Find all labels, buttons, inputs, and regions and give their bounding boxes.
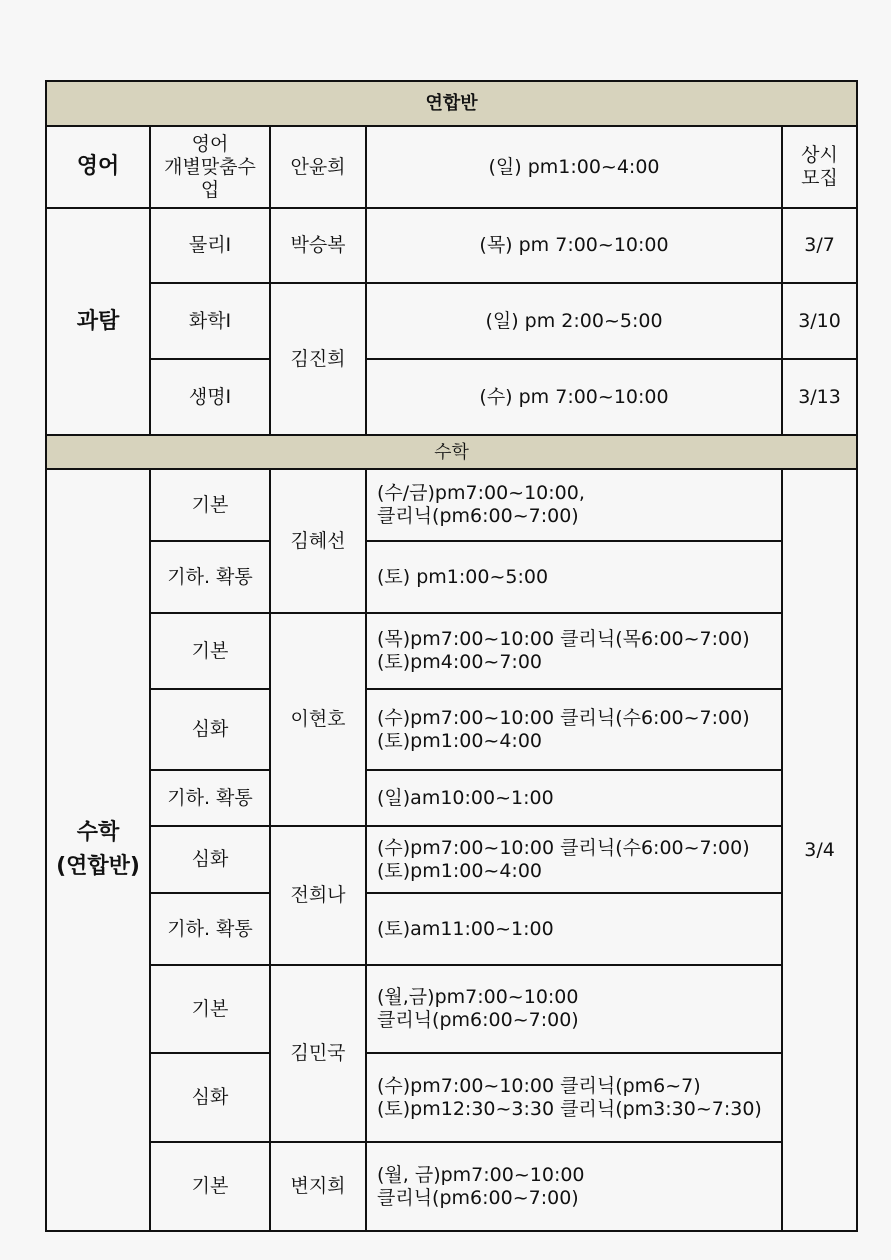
time-cell: (토) pm1:00~5:00 [366, 541, 782, 613]
math-header-row [46, 435, 857, 469]
subject-english: 영어 [46, 126, 150, 208]
time-cell: (수)pm7:00~10:00 클리닉(pm6~7) (토)pm12:30~3:30 클리닉(pm3:30~7:30) [366, 1053, 782, 1142]
teacher-cell: 김혜선 [270, 469, 366, 613]
time-cell: (일) pm 2:00~5:00 [366, 283, 782, 359]
time-cell: (월,금)pm7:00~10:00 클리닉(pm6:00~7:00) [366, 965, 782, 1053]
teacher-cell: 이현호 [270, 613, 366, 826]
teacher-cell: 변지희 [270, 1142, 366, 1231]
course-cell: 기하. 확통 [150, 893, 270, 965]
course-cell: 기하. 확통 [150, 770, 270, 826]
time-cell: (수)pm7:00~10:00 클리닉(수6:00~7:00) (토)pm1:00~4:00 [366, 826, 782, 893]
time-cell: (목)pm7:00~10:00 클리닉(목6:00~7:00) (토)pm4:00~7:00 [366, 613, 782, 689]
course-cell: 기본 [150, 613, 270, 689]
time-cell: (수) pm 7:00~10:00 [366, 359, 782, 435]
section-header-math: 수학 [46, 435, 857, 469]
science-row [46, 208, 857, 283]
science-row [46, 283, 857, 359]
course-cell: 기하. 확통 [150, 541, 270, 613]
course-cell: 기본 [150, 469, 270, 541]
title-row [46, 81, 857, 126]
course-cell: 물리I [150, 208, 270, 283]
time-cell: (수/금)pm7:00~10:00, 클리닉(pm6:00~7:00) [366, 469, 782, 541]
course-cell: 생명I [150, 359, 270, 435]
teacher-cell: 김민국 [270, 965, 366, 1142]
start-date-cell: 3/13 [782, 359, 857, 435]
math-row [46, 613, 857, 689]
time-cell: (일)am10:00~1:00 [366, 770, 782, 826]
course-cell: 화학I [150, 283, 270, 359]
time-cell: (수)pm7:00~10:00 클리닉(수6:00~7:00) (토)pm1:00~4:00 [366, 689, 782, 770]
course-cell: 기본 [150, 1142, 270, 1231]
course-cell: 심화 [150, 826, 270, 893]
teacher-cell: 전희나 [270, 826, 366, 965]
start-date-cell: 3/4 [782, 469, 857, 1231]
math-row [46, 1053, 857, 1142]
subject-math-line1: 수학 [76, 820, 120, 845]
math-row [46, 541, 857, 613]
start-date-cell: 3/7 [782, 208, 857, 283]
time-cell: (월, 금)pm7:00~10:00 클리닉(pm6:00~7:00) [366, 1142, 782, 1231]
schedule-table [45, 80, 858, 1232]
math-row [46, 770, 857, 826]
math-row [46, 893, 857, 965]
math-row [46, 826, 857, 893]
course-cell: 심화 [150, 1053, 270, 1142]
table-title: 연합반 [46, 81, 857, 126]
time-cell: (토)am11:00~1:00 [366, 893, 782, 965]
math-row [46, 965, 857, 1053]
time-cell: (일) pm1:00~4:00 [366, 126, 782, 208]
science-row [46, 359, 857, 435]
course-cell: 기본 [150, 965, 270, 1053]
subject-science: 과탐 [46, 208, 150, 435]
english-row [46, 126, 857, 208]
teacher-cell: 박승복 [270, 208, 366, 283]
teacher-cell: 김진희 [270, 283, 366, 435]
start-date-cell: 상시 모집 [782, 126, 857, 208]
subject-math-line2: (연합반) [56, 854, 140, 879]
math-row [46, 469, 857, 541]
time-cell: (목) pm 7:00~10:00 [366, 208, 782, 283]
subject-math [46, 469, 150, 1231]
math-row [46, 689, 857, 770]
course-cell: 영어 개별맞춤수 업 [150, 126, 270, 208]
start-date-cell: 3/10 [782, 283, 857, 359]
math-row [46, 1142, 857, 1231]
teacher-cell: 안윤희 [270, 126, 366, 208]
course-cell: 심화 [150, 689, 270, 770]
